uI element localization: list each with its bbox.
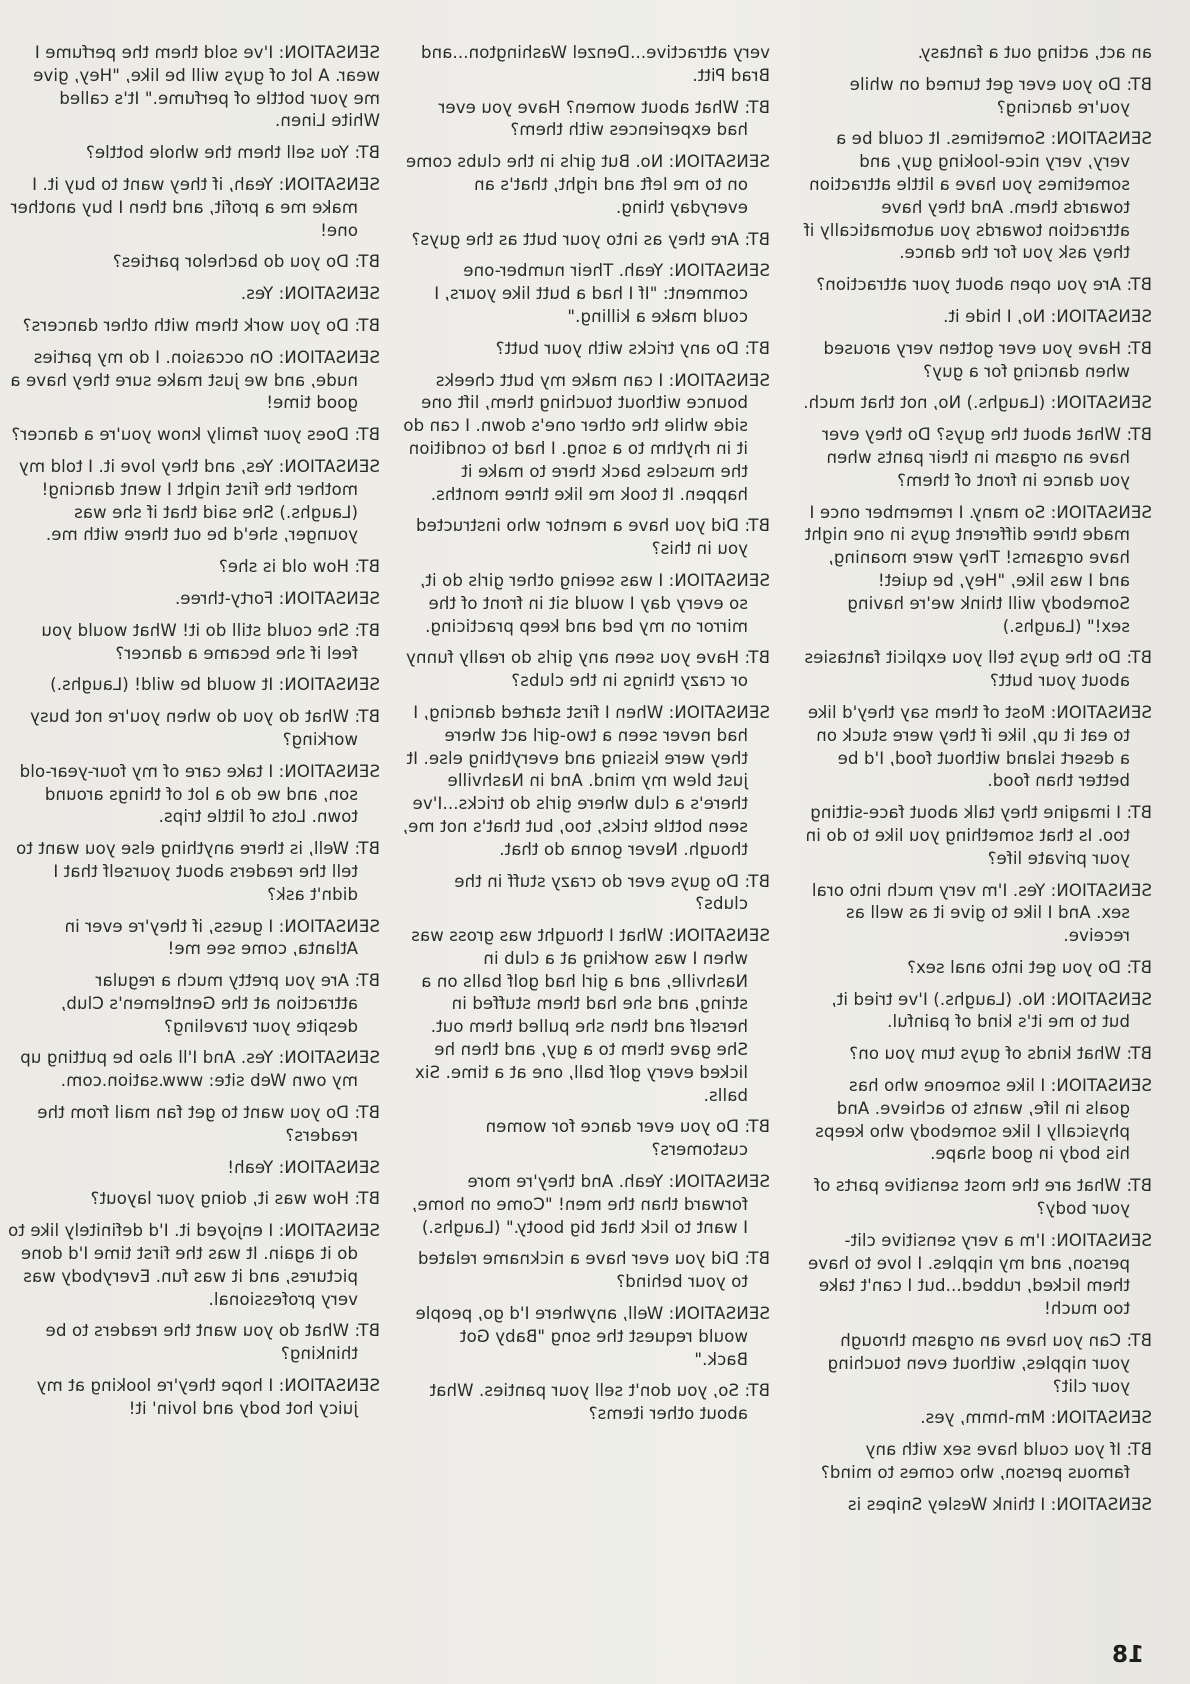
text-column-3: [8, 42, 380, 1430]
interview-paragraph: BT: Have you ever gotten very aroused when dancing for a guy?: [823, 338, 1152, 381]
interview-paragraph: SENSATION: What I thought was gross was when I was working at a club in Nashville, and a girl had golf balls on a string, and she had them stuffed in herself and then she pulled them out. She gave them to a guy, and then he licked every golf ball, one at a time. Six balls.: [411, 926, 770, 1105]
interview-paragraph: SENSATION: I'm a very sensitive clit-person, and my nipples. I love to have them licked, rubbed...but I can't take too much!: [807, 1230, 1152, 1319]
interview-paragraph: BT: Do you work them with other dancers?: [22, 315, 380, 335]
interview-paragraph: BT: I imagine they talk about face-sitting too. Is that something you like to do in your private life?: [805, 803, 1152, 868]
interview-paragraph: SENSATION: I take care of my four-year-old son, and we do a lot of things around town. Lots of little trips.: [19, 761, 380, 827]
interview-paragraph: an act, acting out a fantasy.: [917, 43, 1152, 62]
interview-paragraph: SENSATION: I've sold them the perfume I wear. A lot of guys will be like, "Hey, give me your bottle of perfume." It's called White Linen.: [33, 43, 380, 131]
interview-paragraph: SENSATION: Yeah. And they're more forward than the men! "Come on home, I want to lick that big booty." (Laughs.): [411, 1172, 770, 1237]
interview-paragraph: SENSATION: Sometimes. It could be a very, very nice-looking guy, and sometimes you have a little attraction towards them. And they have attraction towards you automatically if they ask you for the dance.: [803, 129, 1152, 263]
interview-paragraph: SENSATION: Yes, and they love it. I told my mother the first night I went dancing! (Laughs.) She said that if she was younger, she'd be out there with me.: [18, 456, 380, 545]
interview-paragraph: SENSATION: Yeah!: [227, 1157, 380, 1177]
interview-paragraph: SENSATION: (Laughs.) No, not that much.: [803, 393, 1152, 413]
interview-paragraph: SENSATION: I was seeing other girls do it, so every day I would sit in front of the mirror on my bed and keep practicing.: [419, 570, 770, 636]
interview-paragraph: SENSATION: Mm-hmm, yes.: [920, 1408, 1152, 1428]
interview-paragraph: BT: Are you pretty much a regular attraction at the Gentlemen's Club, despite your traveling?: [60, 971, 380, 1036]
interview-paragraph: BT: Did you ever have a nickname related to your behind?: [417, 1249, 770, 1292]
page-number: 18: [1111, 1642, 1144, 1668]
interview-paragraph: SENSATION: Yes. I'm very much into oral sex. And I like to give it as well as receive.: [811, 880, 1152, 946]
interview-paragraph: BT: What about women? Have you ever had experiences with them?: [438, 97, 770, 140]
text-column-1: [802, 42, 1152, 1526]
interview-paragraph: BT: How was it, doing your layout?: [90, 1189, 380, 1209]
interview-paragraph: BT: How old is she?: [218, 557, 380, 577]
interview-paragraph: BT: What are the most sensitive parts of your body?: [814, 1176, 1152, 1219]
interview-paragraph: BT: Do you ever get turned on while you're dancing?: [849, 74, 1152, 117]
interview-paragraph: BT: Can you have an orgasm through your nipples, without even touching your clit?: [827, 1331, 1152, 1396]
interview-paragraph: SENSATION: It would be wild! (Laughs.): [50, 675, 380, 695]
interview-paragraph: SENSATION: So many. I remember once I made three different guys in one night have orgasms! They were moaning, and I was like, "Hey, be quiet! Somebody will think we're having sex!" (Laughs.): [804, 502, 1152, 636]
interview-paragraph: SENSATION: Yes. And I'll also be putting up my own Web site: www.sation.com.: [20, 1048, 380, 1091]
interview-paragraph: SENSATION: Yeah, if they want to buy it. I make me a profit, and then I buy another one!: [10, 174, 380, 240]
interview-paragraph: SENSATION: Yeah. Their number-one comment: "If I had a butt like yours, I could make a killing.": [434, 261, 770, 326]
interview-paragraph: BT: What do you do when you're not busy working?: [29, 707, 380, 749]
interview-paragraph: BT: Well, is there anything else you want to tell the readers about yourself that I didn't ask?: [16, 839, 380, 904]
interview-paragraph: BT: If you could have sex with any famous person, who comes to mind?: [820, 1440, 1152, 1483]
interview-paragraph: SENSATION: No. (Laughs.) I've tried it, but to me it's kind of painful.: [831, 989, 1152, 1032]
interview-paragraph: BT: Did you have a mentor who instructed you in this?: [415, 516, 770, 559]
interview-paragraph: SENSATION: Forty-three.: [174, 588, 380, 608]
interview-paragraph: SENSATION: No. But girls in the clubs come on to me left and right, that's an everyday thing.: [405, 152, 770, 217]
interview-paragraph: BT: Do you ever dance for women customers?: [485, 1117, 770, 1160]
interview-paragraph: BT: Do you get into anal sex?: [907, 957, 1152, 977]
interview-paragraph: SENSATION: When I first started dancing, I had never seen a two-girl act where they were kissing and everything else. It just blew my mind. And in Nashville there's a club where girls do tricks...I've seen bottle tricks, too, but that's not me, though. Never gonna do that.: [402, 702, 770, 859]
interview-paragraph: BT: So, you don't sell your panties. What about other items?: [429, 1381, 770, 1424]
text-column-2: [402, 42, 770, 1435]
interview-paragraph: SENSATION: No, I hide it.: [942, 306, 1152, 326]
interview-paragraph: BT: What do you want the readers to be thinking?: [45, 1321, 380, 1364]
interview-paragraph: BT: Do you do bachelor parties?: [112, 252, 380, 272]
interview-paragraph: BT: Does your family know you're a dancer?: [11, 425, 380, 445]
interview-paragraph: SENSATION: I like someone who has goals in life, wants to achieve. And physically I like somebody who keeps his body in good shape.: [815, 1076, 1152, 1164]
interview-paragraph: BT: Are they as into your butt as the guys?: [411, 229, 770, 249]
interview-paragraph: SENSATION: I can make my butt cheeks bounce without touching them, lift one side while the other one's down. I can do it in rhythm to a song. I had to condition the muscles back there to make it happen. It took me like three months.: [403, 370, 770, 504]
interview-paragraph: BT: Do any tricks with your butt?: [495, 338, 770, 358]
interview-paragraph: BT: Do you want to get fan mail from the readers?: [37, 1103, 380, 1145]
interview-paragraph: SENSATION: Well, anywhere I'd go, people would request the song "Baby Got Back.": [415, 1304, 770, 1369]
interview-paragraph: SENSATION: I hope they're looking at my juicy hot body and lovin' it!: [36, 1376, 380, 1418]
interview-paragraph: BT: What kinds of guys turn you on?: [849, 1044, 1152, 1064]
interview-paragraph: BT: Have you seen any girls do really funny or crazy things in the clubs?: [405, 648, 770, 691]
interview-paragraph: BT: You sell them the whole bottle?: [85, 143, 380, 163]
interview-paragraph: SENSATION: I guess, if they're ever in Atlanta, come see me!: [64, 916, 380, 959]
interview-paragraph: BT: What about the guys? Do they ever have an orgasm in their pants when you dance in front of them?: [822, 425, 1152, 490]
interview-paragraph: BT: She could still do it! What would you feel if she became a dancer?: [41, 620, 380, 663]
interview-paragraph: SENSATION: Yes.: [240, 284, 380, 304]
interview-paragraph: SENSATION: I enjoyed it. I'd definitely like to do it again. It was the first time I'd done pictures, and it was fun. Everybody was very professional.: [8, 1221, 380, 1309]
interview-paragraph: SENSATION: I think Wesley Snipes is: [847, 1494, 1152, 1514]
interview-paragraph: SENSATION: Most of them say they'd like to eat it up, like if they were stuck on a desert island without food, I'd be better than food.: [807, 702, 1152, 791]
interview-paragraph: BT: Are you open about your attraction?: [816, 275, 1152, 295]
interview-paragraph: BT: Do guys ever do crazy stuff in the clubs?: [454, 871, 770, 914]
interview-paragraph: SENSATION: On occasion. I do my parties nude, and we just make sure they have a good time!: [10, 347, 380, 413]
interview-paragraph: very attractive...Denzel Washington...and Brad Pitt.: [420, 43, 770, 85]
interview-paragraph: BT: Do the guys tell you explicit fantasies about your butt?: [804, 648, 1152, 691]
